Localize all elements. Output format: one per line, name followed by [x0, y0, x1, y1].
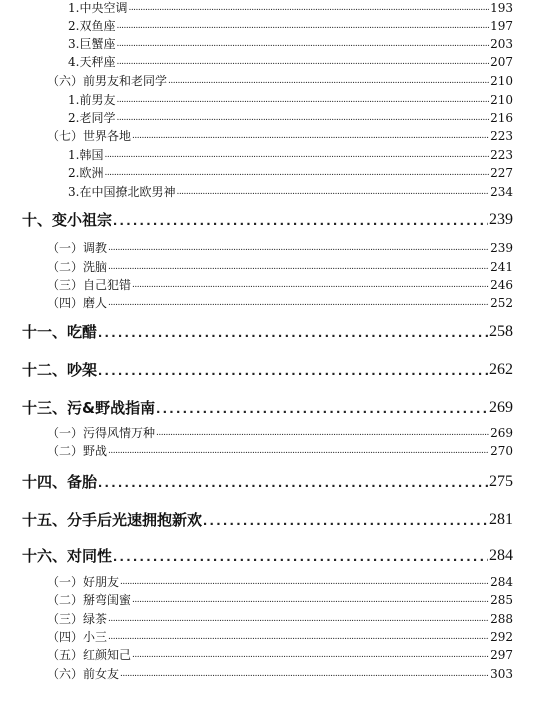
toc-entry-page-number: 234: [490, 185, 513, 199]
toc-entry-page-number: 239: [490, 241, 513, 255]
toc-entry-page-number: 197: [490, 19, 513, 33]
dot-leader: [203, 512, 488, 530]
dot-leader: [128, 1, 489, 15]
dot-leader: [108, 630, 489, 644]
toc-entry-page-number: 246: [490, 278, 513, 292]
toc-entry-page-number: 269: [489, 399, 513, 416]
toc-chapter-entry[interactable]: [0, 360, 533, 380]
toc-entry-page-number: 210: [490, 93, 513, 107]
dot-leader: [116, 93, 489, 107]
dot-leader: [132, 129, 489, 143]
dot-leader: [113, 548, 488, 566]
toc-entry-page-number: 288: [490, 612, 513, 626]
toc-section-entry[interactable]: [0, 37, 533, 51]
toc-entry-page-number: 193: [490, 1, 513, 15]
toc-entry-title: 十一、吃醋: [22, 323, 98, 341]
toc-entry-page-number: 303: [490, 667, 513, 681]
toc-chapter-entry[interactable]: [0, 472, 533, 492]
dot-leader: [120, 667, 489, 681]
toc-entry-title: （二）野战: [47, 444, 108, 458]
toc-entry-page-number: 207: [490, 55, 513, 69]
toc-entry-title: 2.双鱼座: [68, 19, 116, 33]
dot-leader: [104, 148, 489, 162]
toc-entry-title: 十五、分手后光速拥抱新欢: [22, 511, 203, 529]
toc-entry-title: 2.老同学: [68, 111, 116, 125]
toc-entry-title: 十三、污&野战指南: [22, 399, 156, 417]
dot-leader: [120, 575, 489, 589]
dot-leader: [132, 278, 489, 292]
toc-section-entry[interactable]: [0, 444, 533, 458]
toc-entry-page-number: 269: [490, 426, 513, 440]
toc-section-entry[interactable]: [0, 185, 533, 199]
toc-chapter-entry[interactable]: [0, 210, 533, 230]
dot-leader: [168, 74, 489, 88]
dot-leader: [116, 111, 489, 125]
toc-entry-page-number: 223: [490, 148, 513, 162]
toc-section-entry[interactable]: [0, 593, 533, 607]
toc-chapter-entry[interactable]: [0, 546, 533, 566]
toc-entry-title: （四）磨人: [47, 296, 108, 310]
toc-entry-title: 1.前男友: [68, 93, 116, 107]
toc-section-entry[interactable]: [0, 278, 533, 292]
toc-section-entry[interactable]: [0, 648, 533, 662]
dot-leader: [113, 212, 488, 230]
toc-section-entry[interactable]: [0, 241, 533, 255]
toc-entry-page-number: 203: [490, 37, 513, 51]
toc-entry-page-number: 285: [490, 593, 513, 607]
toc-entry-page-number: 275: [489, 473, 513, 490]
toc-entry-title: 3.在中国撩北欧男神: [68, 185, 176, 199]
toc-entry-title: 2.欧洲: [68, 166, 104, 180]
dot-leader: [108, 612, 489, 626]
dot-leader: [98, 362, 488, 380]
toc-entry-page-number: 258: [489, 323, 513, 340]
dot-leader: [156, 400, 488, 418]
toc-entry-page-number: 216: [490, 111, 513, 125]
toc-entry-title: （一）调教: [47, 241, 108, 255]
toc-entry-page-number: 281: [489, 511, 513, 528]
toc-entry-title: （五）红颜知己: [47, 648, 132, 662]
toc-entry-page-number: 210: [490, 74, 513, 88]
toc-entry-title: 4.天秤座: [68, 55, 116, 69]
toc-entry-page-number: 292: [490, 630, 513, 644]
toc-section-entry[interactable]: [0, 166, 533, 180]
toc-section-entry[interactable]: [0, 74, 533, 88]
toc-chapter-entry[interactable]: [0, 398, 533, 418]
toc-entry-page-number: 284: [490, 575, 513, 589]
dot-leader: [116, 19, 489, 33]
toc-section-entry[interactable]: [0, 612, 533, 626]
toc-entry-page-number: 223: [490, 129, 513, 143]
toc-entry-title: 1.中央空调: [68, 1, 128, 15]
dot-leader: [108, 241, 489, 255]
toc-entry-page-number: 241: [490, 260, 513, 274]
dot-leader: [104, 166, 489, 180]
toc-section-entry[interactable]: [0, 630, 533, 644]
toc-section-entry[interactable]: [0, 1, 533, 15]
toc-entry-title: 3.巨蟹座: [68, 37, 116, 51]
dot-leader: [116, 55, 489, 69]
toc-entry-title: （一）好朋友: [47, 575, 120, 589]
toc-entry-page-number: 297: [490, 648, 513, 662]
toc-section-entry[interactable]: [0, 19, 533, 33]
toc-entry-title: 十四、备胎: [22, 473, 98, 491]
toc-entry-title: （七）世界各地: [47, 129, 132, 143]
toc-entry-page-number: 284: [489, 547, 513, 564]
toc-section-entry[interactable]: [0, 426, 533, 440]
toc-section-entry[interactable]: [0, 260, 533, 274]
dot-leader: [108, 296, 489, 310]
dot-leader: [132, 593, 489, 607]
toc-entry-title: （三）自己犯错: [47, 278, 132, 292]
toc-section-entry[interactable]: [0, 667, 533, 681]
toc-section-entry[interactable]: [0, 575, 533, 589]
dot-leader: [98, 324, 488, 342]
toc-entry-title: （三）绿茶: [47, 612, 108, 626]
toc-entry-page-number: 239: [489, 211, 513, 228]
toc-section-entry[interactable]: [0, 55, 533, 69]
toc-entry-page-number: 227: [490, 166, 513, 180]
toc-entry-page-number: 262: [489, 361, 513, 378]
toc-section-entry[interactable]: [0, 129, 533, 143]
toc-section-entry[interactable]: [0, 296, 533, 310]
dot-leader: [108, 444, 489, 458]
toc-section-entry[interactable]: [0, 93, 533, 107]
toc-entry-title: 十二、吵架: [22, 361, 98, 379]
toc-entry-title: （四）小三: [47, 630, 108, 644]
dot-leader: [108, 260, 489, 274]
toc-entry-title: （六）前女友: [47, 667, 120, 681]
toc-entry-title: 1.韩国: [68, 148, 104, 162]
toc-entry-title: （六）前男友和老同学: [47, 74, 168, 88]
toc-entry-title: 十六、对同性: [22, 547, 113, 565]
toc-entry-page-number: 252: [490, 296, 513, 310]
toc-entry-title: （一）污得风情万种: [47, 426, 156, 440]
toc-section-entry[interactable]: [0, 111, 533, 125]
dot-leader: [116, 37, 489, 51]
dot-leader: [132, 648, 489, 662]
dot-leader: [156, 426, 489, 440]
dot-leader: [176, 185, 489, 199]
toc-entry-title: （二）掰弯闺蜜: [47, 593, 132, 607]
toc-section-entry[interactable]: [0, 148, 533, 162]
dot-leader: [98, 474, 488, 492]
toc-entry-title: （二）洗脑: [47, 260, 108, 274]
toc-entry-page-number: 270: [490, 444, 513, 458]
toc-chapter-entry[interactable]: [0, 510, 533, 530]
toc-chapter-entry[interactable]: [0, 322, 533, 342]
toc-entry-title: 十、变小祖宗: [22, 211, 113, 229]
